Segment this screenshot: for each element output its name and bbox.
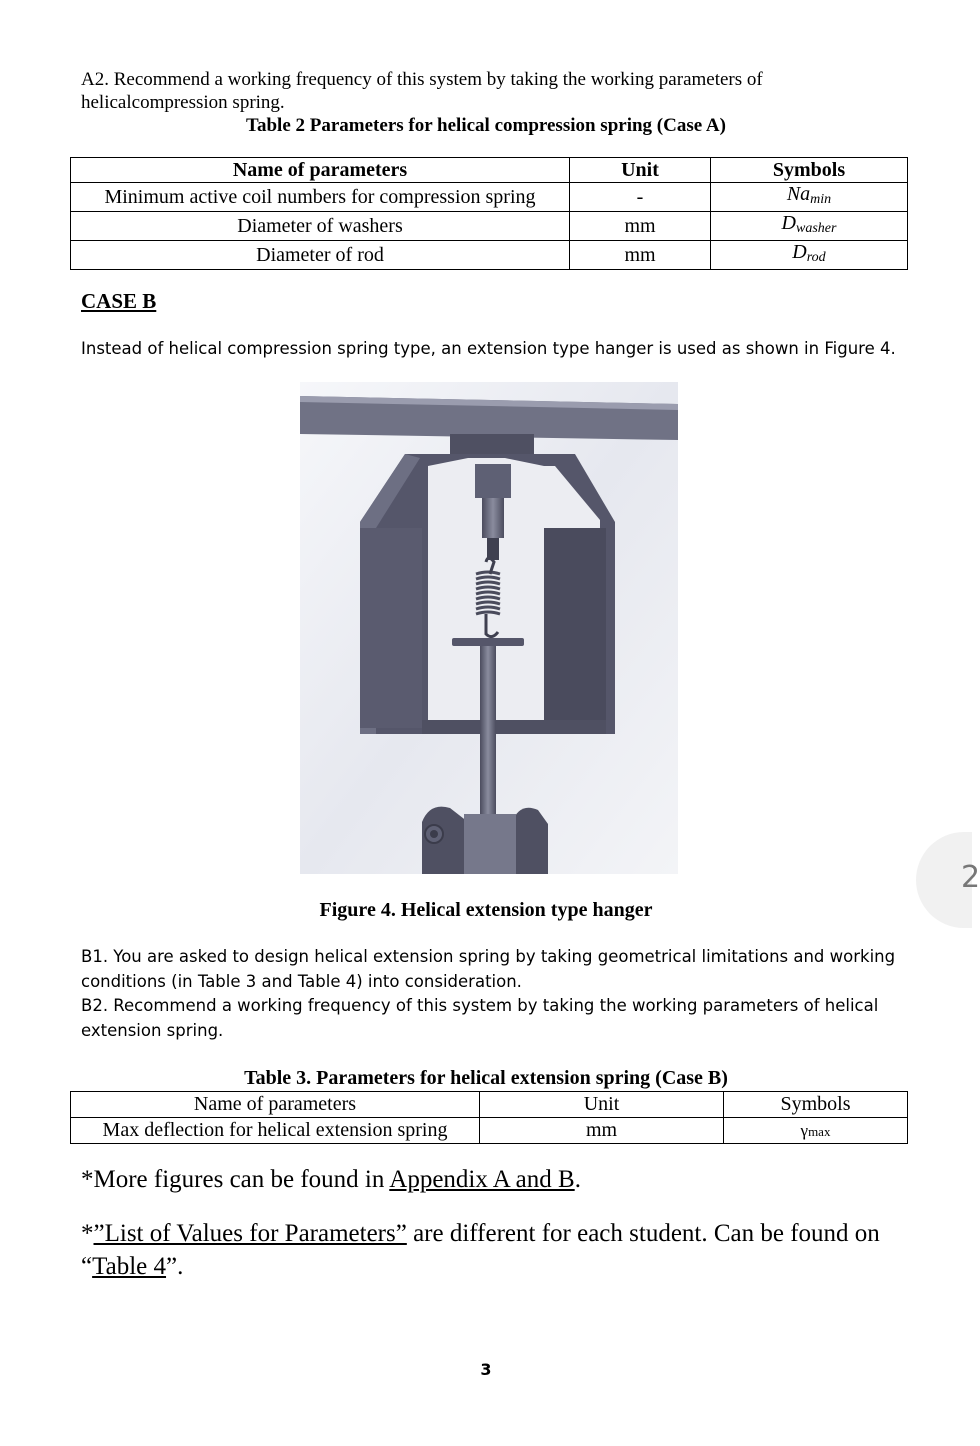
table-row (71, 241, 908, 270)
table-2-header-unit: Unit (570, 158, 711, 183)
param-unit-cell: mm (570, 241, 711, 270)
note1-suffix: . (574, 1166, 581, 1193)
lower-rod (480, 646, 496, 816)
symbol-base: γ (800, 1120, 809, 1140)
table-3 (70, 1091, 908, 1144)
figure-4-caption: Figure 4. Helical extension type hanger (319, 899, 653, 921)
table-row (71, 212, 908, 241)
param-symbol-cell (711, 241, 908, 270)
param-name-cell: Minimum active coil numbers for compression spring (71, 183, 570, 212)
a2-line-1: A2. Recommend a working frequency of this system by taking the working parameters of (81, 69, 763, 90)
table-3-header-unit: Unit (480, 1092, 724, 1118)
note-appendix (81, 1166, 581, 1194)
table-3-caption: Table 3. Parameters for helical extension spring (Case B) (244, 1067, 728, 1089)
clevis-bolt (430, 830, 438, 838)
symbol-base: D (792, 241, 807, 263)
table-row (71, 1118, 908, 1144)
washer (452, 638, 524, 646)
section-a2-text (81, 68, 901, 114)
param-symbol-cell (724, 1118, 908, 1144)
case-b-intro: Instead of helical compression spring type, an extension type hanger is used as shown in Figure 4. (81, 339, 896, 358)
param-unit-cell: - (570, 183, 711, 212)
param-name-cell: Diameter of washers (71, 212, 570, 241)
table-3-header-symbol: Symbols (724, 1092, 908, 1118)
case-b-heading: CASE B (81, 289, 157, 313)
upper-rod (482, 498, 504, 538)
param-unit-cell: mm (570, 212, 711, 241)
param-name-cell: Max deflection for helical extension spring (71, 1118, 480, 1144)
top-nut (475, 464, 511, 498)
symbol-base: D (781, 212, 796, 234)
note-values (81, 1217, 911, 1283)
appendix-link[interactable]: Appendix A and B (389, 1166, 575, 1193)
section-b-text (81, 945, 901, 1043)
extension-spring (476, 572, 500, 614)
param-symbol-cell (711, 183, 908, 212)
page-number: 3 (480, 1360, 492, 1379)
symbol-base: Na (786, 183, 811, 205)
note2-middle: are different for each student. Can be found on “ (81, 1220, 880, 1280)
note2-prefix: * (81, 1220, 94, 1247)
param-symbol-cell (711, 212, 908, 241)
a2-line-2: helicalcompression spring. (81, 92, 285, 113)
table-2 (70, 157, 908, 270)
note2-suffix: ”. (166, 1253, 184, 1280)
table-2-header-name: Name of parameters (71, 158, 570, 183)
symbol-subscript: max (808, 1123, 831, 1139)
param-name-cell: Diameter of rod (71, 241, 570, 270)
table-2-caption: Table 2 Parameters for helical compression spring (Case A) (246, 115, 726, 136)
table-2-header-row (71, 158, 908, 183)
table-4-link[interactable]: Table 4 (92, 1253, 167, 1280)
table-3-header-row (71, 1092, 908, 1118)
symbol-subscript: washer (796, 221, 837, 236)
values-list-link[interactable]: ”List of Values for Parameters” (93, 1220, 407, 1247)
table-row (71, 183, 908, 212)
table-2-header-symbol: Symbols (711, 158, 908, 183)
b2-text: B2. Recommend a working frequency of this system by taking the working parameters of helical extension spring. (81, 996, 879, 1040)
symbol-subscript: rod (806, 250, 826, 265)
hanger-figure (300, 382, 678, 874)
table-3-header-name: Name of parameters (71, 1092, 480, 1118)
note1-prefix: *More figures can be found in (81, 1166, 390, 1193)
symbol-subscript: min (810, 192, 832, 207)
page-indicator-label: 2 (961, 860, 980, 895)
param-unit-cell: mm (480, 1118, 724, 1144)
b1-text: B1. You are asked to design helical extension spring by taking geometrical limitations and working conditions (in Table 3 and Table 4) into consideration. (81, 947, 896, 991)
mount-block (450, 434, 534, 456)
